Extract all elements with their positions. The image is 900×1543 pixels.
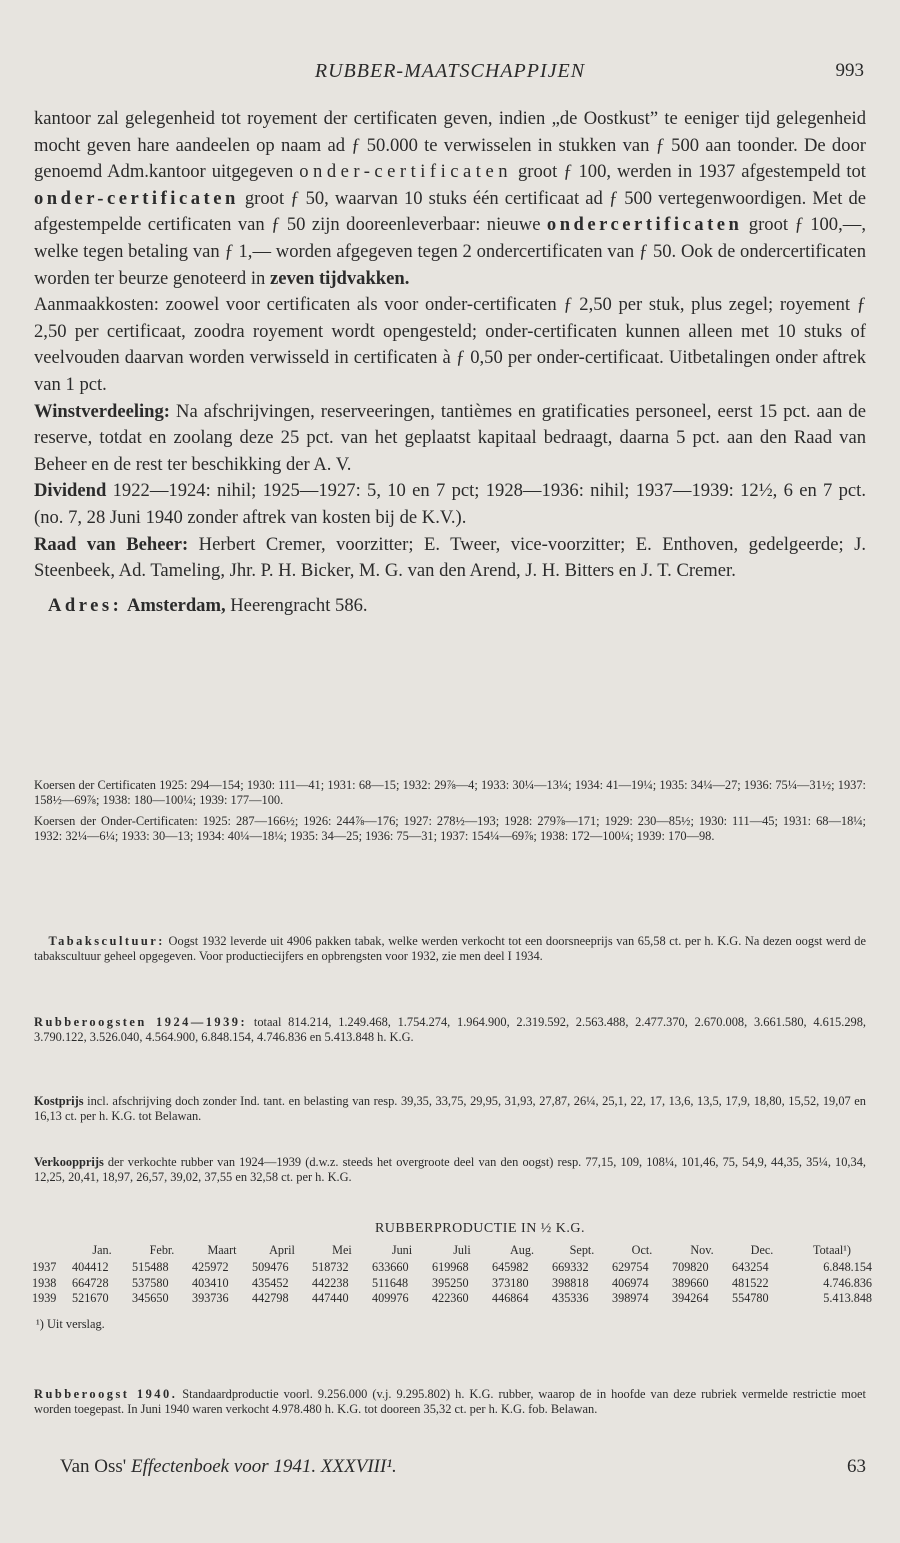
footer-title: Effectenboek voor 1941. XXXVIII¹. bbox=[130, 1456, 397, 1477]
table-cell: 521670 bbox=[72, 1291, 109, 1306]
paragraph-winstverdeeling bbox=[34, 399, 866, 479]
table-cell: 398974 bbox=[612, 1291, 649, 1306]
emphasis-term: onder-certificaten bbox=[34, 187, 239, 209]
running-title: RUBBER-MAATSCHAPPIJEN bbox=[314, 60, 586, 82]
table-cell: 447440 bbox=[312, 1291, 349, 1306]
table-row bbox=[32, 1276, 872, 1292]
main-text bbox=[34, 106, 866, 619]
table-cell: 515488 bbox=[132, 1260, 169, 1275]
footer-source bbox=[60, 1456, 397, 1478]
table-cell: 403410 bbox=[192, 1275, 229, 1290]
column-header: Nov. bbox=[690, 1242, 714, 1257]
verkoopprijs-block bbox=[34, 1155, 866, 1185]
paragraph-raad-van-beheer bbox=[34, 532, 866, 585]
table-cell: 619968 bbox=[432, 1260, 469, 1275]
table-cell: 406974 bbox=[612, 1275, 649, 1290]
column-header: Totaal¹) bbox=[813, 1242, 851, 1257]
kostprijs-block bbox=[34, 1094, 866, 1124]
emphasis-term: ondercertificaten bbox=[546, 214, 743, 236]
section-label: Tabakscultuur: bbox=[48, 934, 165, 948]
row-year: 1937 bbox=[32, 1260, 57, 1275]
tabakscultuur-block bbox=[34, 934, 866, 964]
column-header: Sept. bbox=[569, 1242, 595, 1257]
table-cell: 537580 bbox=[132, 1275, 169, 1290]
column-header: Maart bbox=[207, 1242, 237, 1257]
table-cell: 373180 bbox=[492, 1275, 529, 1290]
table-cell: 393736 bbox=[192, 1291, 229, 1306]
table-cell: 404412 bbox=[72, 1260, 109, 1275]
table-cell: 6.848.154 bbox=[823, 1260, 872, 1275]
section-label: Winstverdeeling: bbox=[34, 400, 171, 422]
table-cell: 446864 bbox=[492, 1291, 529, 1306]
column-header: Aug. bbox=[509, 1242, 535, 1257]
row-year: 1939 bbox=[32, 1291, 57, 1306]
column-header: Jan. bbox=[92, 1242, 112, 1257]
running-header bbox=[34, 60, 866, 88]
table-cell: 629754 bbox=[612, 1260, 649, 1275]
paragraph-adres bbox=[34, 593, 866, 620]
table-cell: 509476 bbox=[252, 1260, 289, 1275]
column-header bbox=[32, 1243, 72, 1261]
page-number: 993 bbox=[835, 60, 864, 81]
table-cell: 554780 bbox=[732, 1291, 769, 1306]
text-run: totaal 814.214, 1.249.468, 1.754.274, 1.964.900, 2.319.592, 2.563.488, 2.477.370, 2.670.008, 3.661.580, 4.615.298, 3.790.122, 3.526.040, 4.564.900, 6.848.154, 4.746.836 en 5.413.848 h. K.G. bbox=[34, 1015, 867, 1044]
footer-page-number: 63 bbox=[847, 1456, 866, 1477]
column-header: April bbox=[269, 1242, 295, 1257]
text-run: kantoor zal gelegenheid tot royement der certificaten geven, indien „de Oostkust” te eeniger tijd gelegenheid mocht geven hare aandeelen op naam ad ƒ 50.000 te verwisselen in stukken van ƒ 500 aan toonder. De door genoemd Adm.kantoor uitgegeven bbox=[34, 108, 866, 183]
rubberoogsten-block bbox=[34, 1015, 866, 1045]
table-cell: 481522 bbox=[732, 1275, 769, 1290]
table-row bbox=[32, 1260, 872, 1276]
paragraph-aanmaakkosten: Aanmaakkosten: zoowel voor certificaten als voor onder-certificaten ƒ 2,50 per stuk, plus zegel; royement ƒ 2,50 per certificaat, zoodra royement wordt opengesteld; onder-certificaten kunnen alleen met 10 stuks of veelvouden daarvan worden verwisseld in certificaten à ƒ 0,50 per onder-certificaat. Uitbetalingen onder aftrek van 1 pct. bbox=[34, 294, 866, 395]
table-cell: 394264 bbox=[672, 1291, 709, 1306]
text-run: Standaardproductie voorl. 9.256.000 (v.j. 9.295.802) h. K.G. rubber, waarop de in hoofde van deze rubriek vermelde restrictie moet worden toegepast. In Juni 1940 waren verkocht 4.978.480 h. K.G. tot dooreen 35,32 ct. per h. K.G. fob. Belawan. bbox=[34, 1387, 866, 1416]
section-label: Raad van Beheer: bbox=[34, 533, 189, 555]
section-label: Kostprijs bbox=[34, 1094, 84, 1108]
table-cell: 511648 bbox=[372, 1275, 409, 1290]
table-cell: 425972 bbox=[192, 1260, 229, 1275]
table-cell: 709820 bbox=[672, 1260, 709, 1275]
table-cell: 664728 bbox=[72, 1275, 109, 1290]
table-title: RUBBERPRODUCTIE IN ½ K.G. bbox=[374, 1221, 586, 1236]
section-label: Adres: bbox=[47, 594, 123, 616]
production-table-block bbox=[32, 1221, 872, 1333]
table-cell: 345650 bbox=[132, 1291, 169, 1306]
row-year: 1938 bbox=[32, 1275, 57, 1290]
text-run: 1922—1924: nihil; 1925—1927: 5, 10 en 7 pct; 1928—1936: nihil; 1937—1939: 12½, 6 en 7 pct. (no. 7, 28 Juni 1940 zonder aftrek van kosten bij de K.V.). bbox=[34, 480, 866, 528]
text-run: der verkochte rubber van 1924—1939 (d.w.z. steeds het overgroote deel van den oogst) resp. 77,15, 109, 108¼, 101,46, 75, 54,9, 44,35, 35¼, 10,34, 12,25, 20,41, 18,97, 26,57, 39,02, 37,55 en 32,58 ct. per h. K.G. bbox=[34, 1155, 866, 1184]
table-cell: 389660 bbox=[672, 1275, 709, 1290]
production-table bbox=[32, 1243, 872, 1307]
text-run: Herbert Cremer, voorzitter; E. Tweer, vice-voorzitter; E. Enthoven, gedelgeerde; J. Steenbeek, Ad. Tameling, Jhr. P. H. Bicker, M. G. van den Arend, J. H. Bitters en J. T. Cremer. bbox=[34, 533, 866, 582]
table-cell: 643254 bbox=[732, 1260, 769, 1275]
column-header: Juli bbox=[453, 1242, 471, 1257]
bold-term: zeven tijdvakken. bbox=[269, 267, 410, 289]
section-label: Verkoopprijs bbox=[34, 1155, 104, 1169]
table-cell: 442238 bbox=[312, 1275, 349, 1290]
table-header-row bbox=[32, 1243, 872, 1261]
table-cell: 518732 bbox=[312, 1260, 349, 1275]
column-header: Oct. bbox=[631, 1242, 653, 1257]
table-cell: 645982 bbox=[492, 1260, 529, 1275]
text-run: Heerengracht 586. bbox=[225, 594, 368, 616]
column-header: Febr. bbox=[149, 1242, 175, 1257]
table-cell: 633660 bbox=[372, 1260, 409, 1275]
oogst-1940-block bbox=[34, 1387, 866, 1417]
emphasis-term: onder-certificaten bbox=[299, 161, 513, 183]
paragraph-dividend bbox=[34, 478, 866, 531]
text-run: incl. afschrijving doch zonder Ind. tant. en belasting van resp. 39,35, 33,75, 29,95, 31,93, 27,87, 26¼, 25,1, 22, 17, 13,6, 13,5, 17,9, 18,80, 15,52, 19,07 en 16,13 ct. per h. K.G. tot Belawan. bbox=[34, 1094, 866, 1123]
table-cell: 4.746.836 bbox=[823, 1275, 872, 1290]
table-footnote: ¹) Uit verslag. bbox=[36, 1316, 105, 1331]
city: Amsterdam, bbox=[126, 594, 226, 616]
table-row bbox=[32, 1291, 872, 1307]
text-run: groot ƒ 100,—, welke tegen betaling van ƒ 1,— worden afgegeven tegen 2 ondercertificaten van ƒ 50. Ook de ondercertificaten worden ter beurze genoteerd in bbox=[34, 214, 866, 289]
table-cell: 398818 bbox=[552, 1275, 589, 1290]
koersen-onder-certificaten: Koersen der Onder-Certificaten: 1925: 287—166½; 1926: 244⅞—176; 1927: 278½—193; 1928: 279⅞—171; 1929: 230—85½; 1930: 111—45; 1931: 68—18¼; 1932: 32¼—6¼; 1933: 30—13; 1934: 40¼—18¼; 1935: 34—25; 1936: 75—31; 1937: 154¼—69⅞; 1938: 172—100¼; 1939: 170—98. bbox=[34, 814, 866, 843]
text-run: Na afschrijvingen, reserveeringen, tantièmes en gratificaties personeel, eerst 15 pct. aan de reserve, totdat en zoolang deze 25 pct. van het geplaatst kapitaal bedraagt, daarna 5 pct. aan den Raad van Beheer en de rest ter beschikking der A. V. bbox=[34, 400, 866, 475]
table-cell: 435452 bbox=[252, 1275, 289, 1290]
section-label: Rubberoogst 1940. bbox=[34, 1387, 178, 1401]
table-cell: 442798 bbox=[252, 1291, 289, 1306]
table-cell: 669332 bbox=[552, 1260, 589, 1275]
section-label: Rubberoogsten 1924—1939: bbox=[34, 1015, 248, 1029]
column-header: Dec. bbox=[750, 1242, 774, 1257]
koersen-certificaten: Koersen der Certificaten 1925: 294—154; 1930: 111—41; 1931: 68—15; 1932: 29⅞—4; 1933: 30¼—13¼; 1934: 41—19¼; 1935: 34¼—27; 1936: 75¼—31½; 1937: 158½—69⅞; 1938: 180—100¼; 1939: 177—100. bbox=[34, 778, 866, 807]
paragraph-certificates bbox=[34, 106, 866, 292]
table-cell: 395250 bbox=[432, 1275, 469, 1290]
koersen-block bbox=[34, 778, 866, 844]
column-header: Mei bbox=[332, 1242, 352, 1257]
column-header: Juni bbox=[391, 1242, 413, 1257]
table-cell: 5.413.848 bbox=[823, 1291, 872, 1306]
text-run: groot ƒ 100, werden in 1937 afgestempeld tot bbox=[512, 161, 866, 183]
text-run: Oogst 1932 leverde uit 4906 pakken tabak, welke werden verkocht tot een doorsneeprijs van 65,58 ct. per h. K.G. Na dezen oogst werd de tabakscultuur geheel opgegeven. Voor productiecijfers en opbrengsten voor 1932, zie men deel I 1934. bbox=[34, 934, 867, 963]
footer-text: Van Oss' bbox=[60, 1456, 131, 1477]
text-run: groot ƒ 50, waarvan 10 stuks één certificaat ad ƒ 500 vertegenwoordigen. Met de afgestempelde certificaten van ƒ 50 zijn dooreenleverbaar: nieuwe bbox=[34, 187, 866, 236]
section-label: Dividend bbox=[34, 480, 107, 502]
table-cell: 435336 bbox=[552, 1291, 589, 1306]
table-cell: 422360 bbox=[432, 1291, 469, 1306]
table-cell: 409976 bbox=[372, 1291, 409, 1306]
